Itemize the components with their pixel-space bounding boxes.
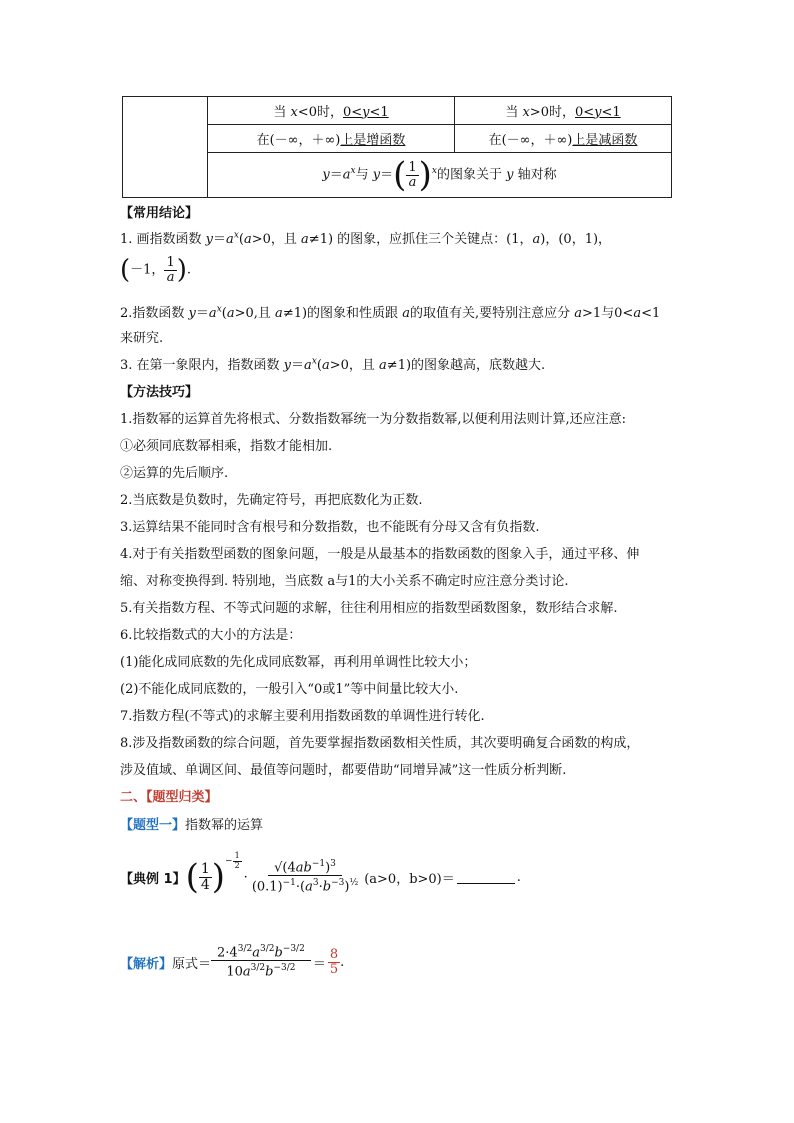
conclusions-heading: 【常用结论】 [120,206,199,221]
solution-1: 【解析】 原式＝ $\frac{2\cdot 4^{3/2}a^{3/2}b^{-3/2}}{10a^{3/2}b^{-3/2}}$ ＝ $\frac{8}{5}$ . [120,944,345,980]
method-1b: ②运算的先后顺序. [120,466,229,481]
part2-heading: 二、【题型归类】 [120,790,218,805]
table-cell: 当 x>0时，0<y<1 [455,97,672,125]
method-1a: ①必须同底数幂相乘，指数才能相加. [120,439,333,454]
answer-fraction: $\frac{8}{5}$ [329,946,339,977]
method-1: 1.指数幂的运算首先将根式、分数指数幂统一为分数指数幂,以便利用法则计算,还应注意: [120,412,627,427]
conclusion-1: 1. 画指数函数 $y=a^x(a>0$，且 a≠1) 的图象，应抓住三个关键点：(1，a)，(0，1)， [120,230,612,247]
example-1: 【典例 1】 ( $\frac{1}{4}$ ) $^{- \frac{1}{2}}$ · $\frac{√(4ab^{-1})^3}{(0.1)^{-1}\cdot(a^3\cdot b^{-3})^{\frac{1}{2}}}$ (a>0，b>0)＝ . [120,851,521,897]
example1-condition: (a>0，b>0)＝ [364,871,455,887]
conclusion-3: 3. 在第一象限内，指数函数 $y=a^x(a>0$，且 a≠1)的图象越高，底数越大. [120,356,546,373]
table-cell: 在(－∞，＋∞)上是减函数 [455,125,672,153]
type1-title: 指数幂的运算 [185,818,264,833]
table-merged-cell: $y=a^x$与 y＝( $\frac{1}{a}$ )$^x$的图象关于 y 轴对称 [208,153,672,198]
method-6a: (1)能化成同底数的先化成同底数幂，再利用单调性比较大小； [120,655,477,670]
property-table [122,96,672,198]
method-5: 5.有关指数方程、不等式问题的求解，往往利用相应的指数型函数图象，数形结合求解. [120,601,618,616]
conclusion-1-point: (－1， $\frac{1}{a}$ ). [120,255,192,286]
table-cell: 当 x<0时，0<y<1 [208,97,455,125]
method-8a: 8.涉及指数函数的综合问题，首先要掌握指数函数相关性质，其次要明确复合函数的构成， [120,736,640,751]
example1-tag: 【典例 1】 [120,871,186,887]
solution-lead: 原式＝ [172,956,212,972]
method-4b: 缩、对称变换得到. 特别地，当底数 a与1的大小关系不确定时应注意分类讨论. [120,574,569,589]
conclusion-2: 2.指数函数 $y=a^x(a>0$,且 a≠1)的图象和性质跟 a的取值有关,要特别注意应分 a>1与0<a<1 [120,304,661,321]
type1-tag: 【题型一】 [120,818,186,833]
method-8b: 涉及值域、单调区间、最值等问题时，都要借助“同增异减”这一性质分析判断. [120,763,567,778]
method-4a: 4.对于有关指数型函数的图象问题，一般是从最基本的指数函数的图象入手，通过平移、伸 [120,547,640,562]
methods-heading: 【方法技巧】 [120,385,199,400]
method-2: 2.当底数是负数时，先确定符号，再把底数化为正数. [120,493,423,508]
solution-tag: 【解析】 [120,956,173,972]
table-cell: 在(－∞，＋∞)上是增函数 [208,125,455,153]
table-blank-cell [123,97,208,198]
method-7: 7.指数方程(不等式)的求解主要利用指数函数的单调性进行转化. [120,709,485,724]
answer-blank [457,871,515,884]
method-6: 6.比较指数式的大小的方法是： [120,628,302,643]
conclusion-2-cont: 来研究. [120,331,164,346]
method-3: 3.运算结果不能同时含有根号和分数指数，也不能既有分母又含有负指数. [120,520,540,535]
type1-line [120,814,263,833]
method-6b: (2)不能化成同底数的，一般引入“0或1”等中间量比较大小. [120,682,459,697]
